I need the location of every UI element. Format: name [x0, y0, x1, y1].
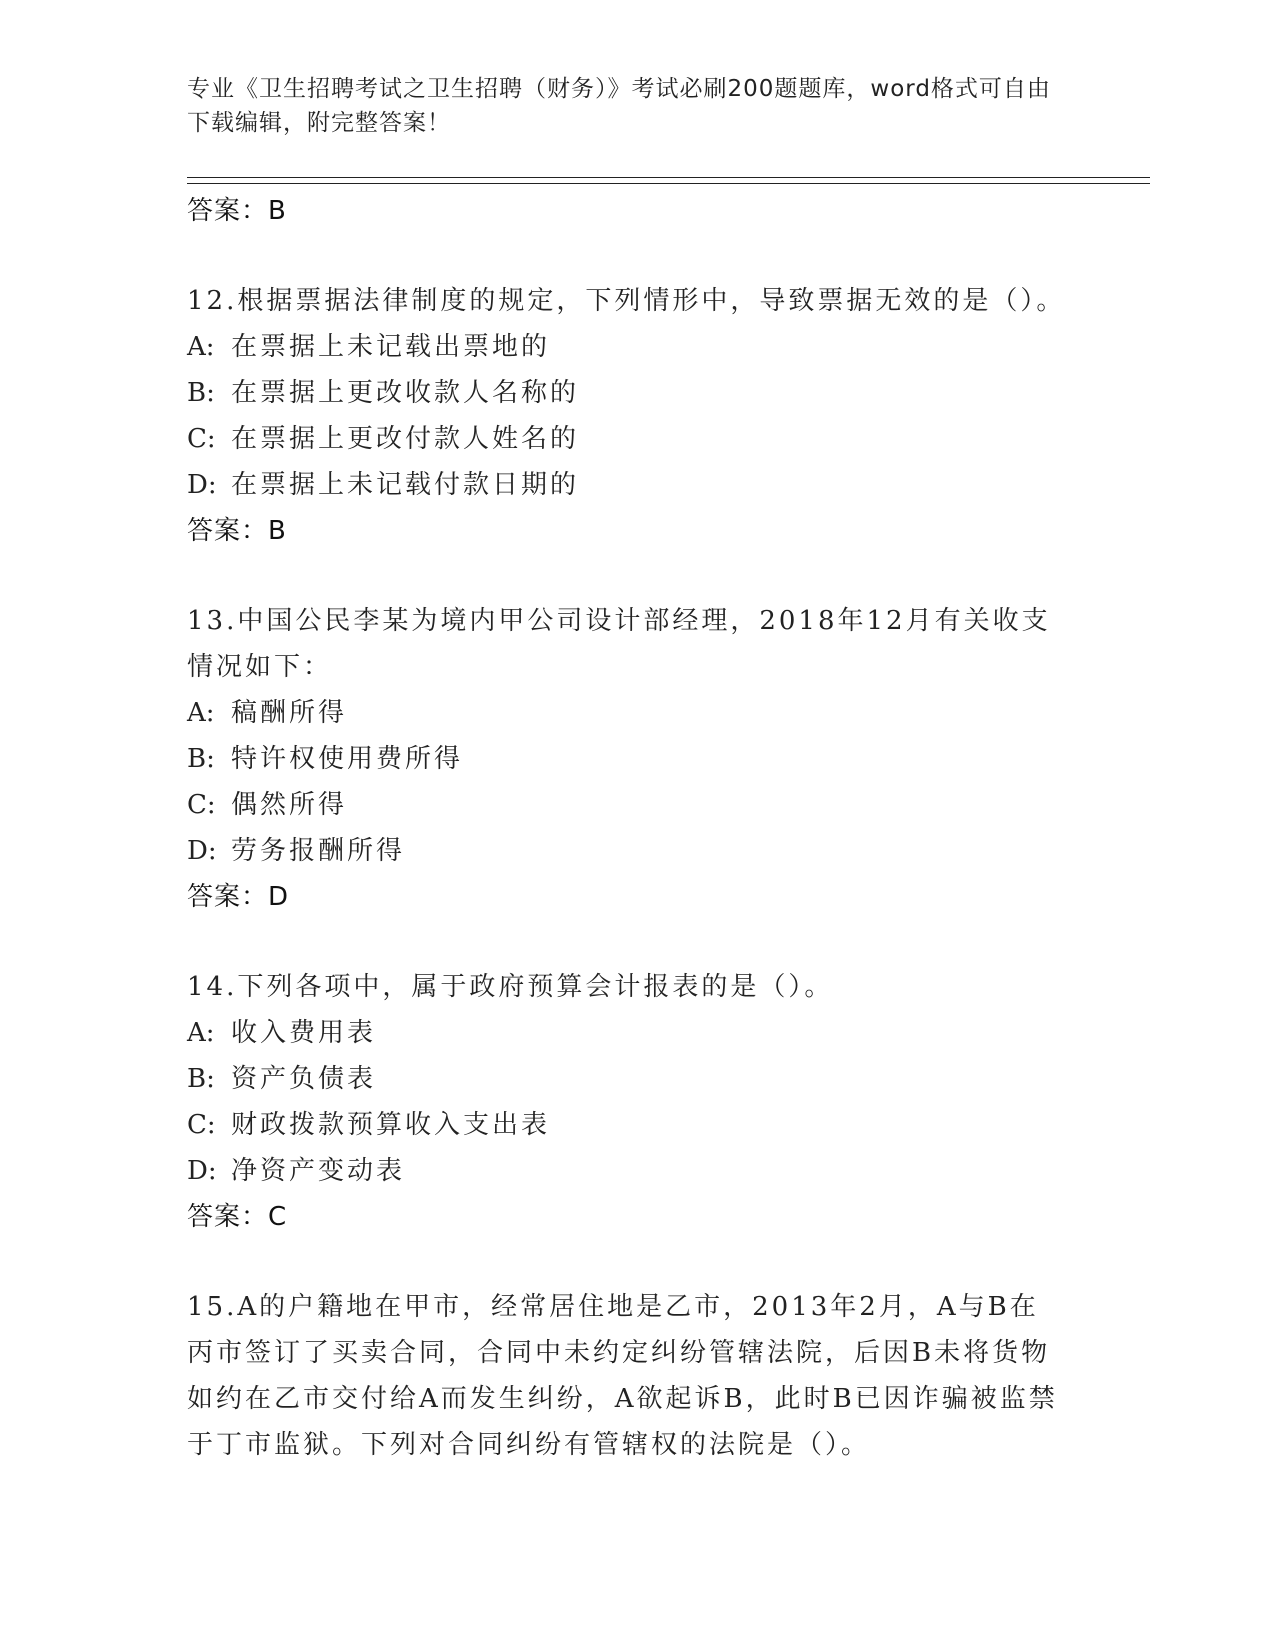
question-list: [187, 188, 1087, 1468]
option-letter: B:: [187, 744, 215, 774]
option-letter: D:: [187, 1156, 217, 1186]
option-c: [187, 416, 1087, 462]
option-d: [187, 828, 1087, 874]
option-text: 在票据上更改收款人名称的: [231, 378, 580, 408]
option-letter: D:: [187, 470, 217, 500]
option-text: 稿酬所得: [231, 698, 348, 728]
option-letter: B:: [187, 1064, 215, 1094]
option-letter: B:: [187, 378, 215, 408]
option-text: 劳务报酬所得: [231, 836, 406, 866]
answer-line: 答案：D: [187, 882, 290, 912]
option-letter: C:: [187, 1110, 216, 1140]
option-a: [187, 690, 1087, 736]
header-divider-top: [187, 177, 1150, 178]
option-letter: A:: [187, 1018, 215, 1048]
option-c: [187, 1102, 1087, 1148]
question-item: [187, 1284, 1087, 1468]
option-letter: C:: [187, 424, 216, 454]
header-divider-bottom: [187, 183, 1150, 184]
question-stem: 14.下列各项中，属于政府预算会计报表的是（）。: [187, 972, 834, 1002]
option-d: [187, 1148, 1087, 1194]
question-item: [187, 278, 1087, 554]
option-b: [187, 1056, 1087, 1102]
option-text: 在票据上未记载出票地的: [231, 332, 551, 362]
option-text: 财政拨款预算收入支出表: [231, 1110, 551, 1140]
option-text: 偶然所得: [231, 790, 348, 820]
option-text: 在票据上更改付款人姓名的: [231, 424, 580, 454]
question-item: [187, 598, 1087, 920]
option-text: 资产负债表: [231, 1064, 377, 1094]
option-text: 在票据上未记载付款日期的: [231, 470, 580, 500]
option-c: [187, 782, 1087, 828]
option-text: 净资产变动表: [231, 1156, 406, 1186]
question-item: [187, 964, 1087, 1240]
option-letter: A:: [187, 698, 215, 728]
option-text: 收入费用表: [231, 1018, 377, 1048]
option-b: [187, 370, 1087, 416]
answer-line: 答案：B: [187, 516, 287, 546]
option-letter: C:: [187, 790, 216, 820]
option-text: 特许权使用费所得: [231, 744, 464, 774]
option-a: [187, 1010, 1087, 1056]
option-b: [187, 736, 1087, 782]
answer-line: 答案：B: [187, 196, 287, 226]
question-stem: 12.根据票据法律制度的规定，下列情形中，导致票据无效的是（）。: [187, 286, 1066, 316]
option-d: [187, 462, 1087, 508]
document-header-title: 专业《卫生招聘考试之卫生招聘（财务）》考试必刷200题题库，word格式可自由下载编辑，附完整答案！: [187, 76, 1051, 136]
option-letter: D:: [187, 836, 217, 866]
question-stem: 13.中国公民李某为境内甲公司设计部经理，2018年12月有关收支情况如下：: [187, 606, 1051, 682]
option-a: [187, 324, 1087, 370]
question-stem: 15.A的户籍地在甲市，经常居住地是乙市，2013年2月，A与B在丙市签订了买卖合同，合同中未约定纠纷管辖法院，后因B未将货物如约在乙市交付给A而发生纠纷，A欲起诉B，此时B已因诈骗被监禁于丁市监狱。下列对合同纠纷有管辖权的法院是（）。: [187, 1292, 1058, 1460]
option-letter: A:: [187, 332, 215, 362]
answer-line: 答案：C: [187, 1202, 288, 1232]
